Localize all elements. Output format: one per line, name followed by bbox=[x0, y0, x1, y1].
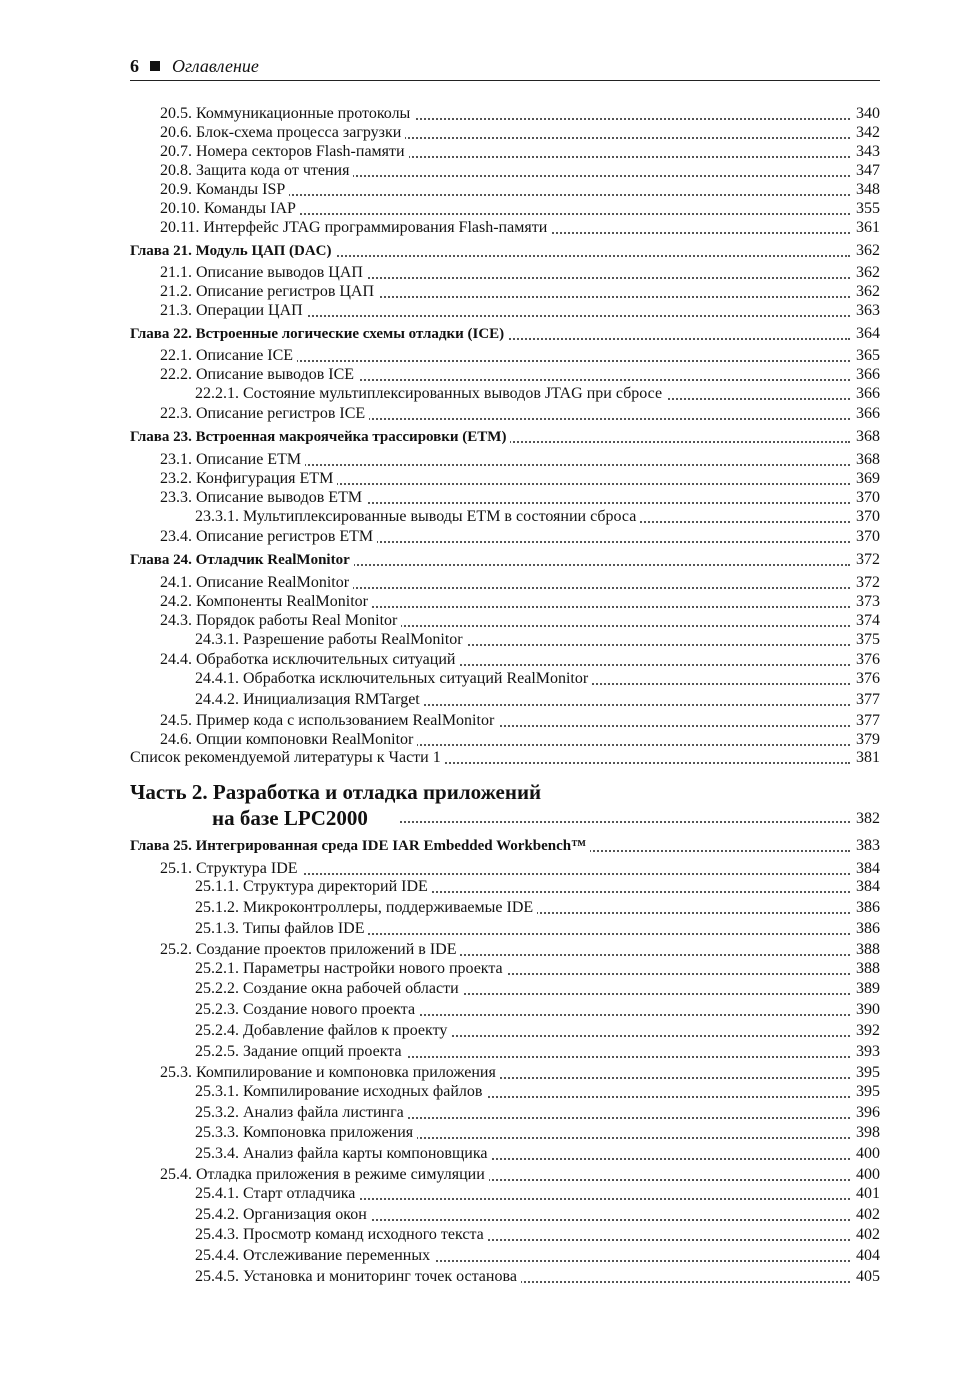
toc-entry-title: 25.3.3. Компоновка приложения bbox=[195, 1123, 417, 1143]
toc-entry-title: 25.2.5. Задание опций проекта bbox=[195, 1042, 406, 1062]
toc-page-number: 404 bbox=[852, 1246, 880, 1266]
toc-page-number: 379 bbox=[852, 730, 880, 750]
toc-entry-title: 20.8. Защита кода от чтения bbox=[160, 161, 353, 181]
toc-page-number: 340 bbox=[852, 104, 880, 124]
toc-chapter-entry bbox=[130, 324, 880, 344]
toc-entry-title: 25.1.1. Структура директорий IDE bbox=[195, 877, 432, 897]
toc-page-number: 366 bbox=[852, 365, 880, 385]
toc-chapter-entry bbox=[130, 241, 880, 261]
toc-page-number: 362 bbox=[852, 282, 880, 302]
toc-entry bbox=[130, 282, 880, 302]
toc-page-number: 370 bbox=[852, 488, 880, 508]
toc-page-number: 402 bbox=[852, 1205, 880, 1225]
toc-entry bbox=[130, 859, 880, 879]
toc-page-number: 402 bbox=[852, 1225, 880, 1245]
toc-entry bbox=[130, 748, 880, 768]
toc-entry-title: Глава 23. Встроенная макроячейка трассировки (ETM) bbox=[130, 427, 510, 447]
toc-page-number: 384 bbox=[852, 877, 880, 897]
toc-entry bbox=[130, 404, 880, 424]
toc-page-number: 381 bbox=[852, 748, 880, 768]
toc-page-number: 383 bbox=[852, 836, 880, 856]
page-number: 6 bbox=[130, 56, 139, 76]
toc-chapter-entry bbox=[130, 427, 880, 447]
toc-page-number: 368 bbox=[852, 450, 880, 470]
toc-entry-title: 25.4.3. Просмотр команд исходного текста bbox=[195, 1225, 488, 1245]
toc-page-number: 369 bbox=[852, 469, 880, 489]
toc-entry bbox=[130, 730, 880, 750]
toc-entry bbox=[130, 630, 880, 650]
toc-page-number: 373 bbox=[852, 592, 880, 612]
toc-entry-title: 25.4.2. Организация окон bbox=[195, 1205, 371, 1225]
toc-page-number: 384 bbox=[852, 859, 880, 879]
toc-page-number: 400 bbox=[852, 1144, 880, 1164]
toc-page-number: 392 bbox=[852, 1021, 880, 1041]
page-header bbox=[130, 52, 880, 81]
toc-entry bbox=[130, 104, 880, 124]
toc-entry bbox=[130, 123, 880, 143]
toc-entry bbox=[130, 1184, 880, 1204]
toc-entry bbox=[130, 142, 880, 162]
toc-entry-title: 25.4. Отладка приложения в режиме симуляции bbox=[160, 1165, 489, 1185]
toc-page-number: 376 bbox=[852, 669, 880, 689]
toc-entry bbox=[130, 488, 880, 508]
toc-page-number: 393 bbox=[852, 1042, 880, 1062]
toc-entry-title: 22.1. Описание ICE bbox=[160, 346, 297, 366]
toc-entry bbox=[130, 1063, 880, 1083]
toc-entry bbox=[130, 384, 880, 404]
toc-page-number: 386 bbox=[852, 898, 880, 918]
toc-page-number: 405 bbox=[852, 1267, 880, 1287]
toc-page-number: 374 bbox=[852, 611, 880, 631]
toc-entry bbox=[130, 507, 880, 527]
toc-entry bbox=[130, 940, 880, 960]
toc-entry-title: 25.2.4. Добавление файлов к проекту bbox=[195, 1021, 451, 1041]
toc-entry-title: 22.3. Описание регистров ICE bbox=[160, 404, 369, 424]
toc-entry-title: 25.4.4. Отслеживание переменных bbox=[195, 1246, 434, 1266]
toc-page-number: 400 bbox=[852, 1165, 880, 1185]
toc-entry-title: 25.1. Структура IDE bbox=[160, 859, 302, 879]
toc-page-number: 372 bbox=[852, 550, 880, 570]
toc-entry-title: 25.3.1. Компилирование исходных файлов bbox=[195, 1082, 486, 1102]
dot-leader bbox=[400, 821, 850, 823]
toc-entry-title: Список рекомендуемой литературы к Части 1 bbox=[130, 748, 445, 768]
toc-entry bbox=[130, 1123, 880, 1143]
toc-page-number: 362 bbox=[852, 263, 880, 283]
toc-page-number: 398 bbox=[852, 1123, 880, 1143]
toc-entry-title: 25.2.3. Создание нового проекта bbox=[195, 1000, 419, 1020]
toc-entry bbox=[130, 1021, 880, 1041]
toc-page-number: 388 bbox=[852, 959, 880, 979]
toc-page-number: 401 bbox=[852, 1184, 880, 1204]
toc-page-number: 361 bbox=[852, 218, 880, 238]
toc-entry-title: 21.3. Операции ЦАП bbox=[160, 301, 307, 321]
toc-entry bbox=[130, 959, 880, 979]
toc-page-number: 366 bbox=[852, 384, 880, 404]
toc-page-number: 376 bbox=[852, 650, 880, 670]
toc-entry-title: 25.3. Компилирование и компоновка приложения bbox=[160, 1063, 500, 1083]
toc-entry bbox=[130, 1103, 880, 1123]
toc-entry-title: 24.4.1. Обработка исключительных ситуаций RealMonitor bbox=[195, 669, 592, 689]
toc-entry-title: 22.2. Описание выводов ICE bbox=[160, 365, 358, 385]
toc-entry-title: 20.10. Команды IAP bbox=[160, 199, 300, 219]
toc-entry-title: 23.3.1. Мультиплексированные выводы ETM в состоянии сброса bbox=[195, 507, 640, 527]
toc-entry-title: 24.2. Компоненты RealMonitor bbox=[160, 592, 372, 612]
toc-entry-title: Глава 25. Интегрированная среда IDE IAR Embedded Workbench™ bbox=[130, 836, 590, 856]
toc-entry bbox=[130, 180, 880, 200]
toc-entry bbox=[130, 469, 880, 489]
toc-entry bbox=[130, 898, 880, 918]
toc-entry-title: 25.2. Создание проектов приложений в IDE bbox=[160, 940, 460, 960]
toc-entry-title: 24.3. Порядок работы Real Monitor bbox=[160, 611, 401, 631]
toc-entry bbox=[130, 690, 880, 710]
toc-page-number: 370 bbox=[852, 507, 880, 527]
toc-entry bbox=[130, 1205, 880, 1225]
toc-page-number: 362 bbox=[852, 241, 880, 261]
toc-entry bbox=[130, 1000, 880, 1020]
toc-entry bbox=[130, 573, 880, 593]
toc-entry bbox=[130, 346, 880, 366]
toc-entry bbox=[130, 979, 880, 999]
toc-entry-title: 20.6. Блок-схема процесса загрузки bbox=[160, 123, 405, 143]
toc-entry bbox=[130, 1267, 880, 1287]
toc-page-number: 388 bbox=[852, 940, 880, 960]
toc-entry bbox=[130, 301, 880, 321]
toc-entry-title: 23.2. Конфигурация ETM bbox=[160, 469, 337, 489]
part-page-number: 382 bbox=[852, 810, 880, 828]
running-title: Оглавление bbox=[172, 56, 259, 76]
toc-page-number: 390 bbox=[852, 1000, 880, 1020]
toc-entry bbox=[130, 877, 880, 897]
toc-entry bbox=[130, 365, 880, 385]
toc-entry bbox=[130, 263, 880, 283]
toc-chapter-entry bbox=[130, 550, 880, 570]
toc-entry bbox=[130, 527, 880, 547]
toc-entry-title: 25.1.3. Типы файлов IDE bbox=[195, 919, 368, 939]
toc-entry-title: 23.3. Описание выводов ETM bbox=[160, 488, 366, 508]
toc-chapter-entry bbox=[130, 836, 880, 856]
toc-entry-title: 24.3.1. Разрешение работы RealMonitor bbox=[195, 630, 467, 650]
toc-entry-title: 20.5. Коммуникационные протоколы bbox=[160, 104, 414, 124]
toc-page-number: 395 bbox=[852, 1082, 880, 1102]
toc-page-number: 395 bbox=[852, 1063, 880, 1083]
toc-entry bbox=[130, 919, 880, 939]
toc-entry-title: 24.6. Опции компоновки RealMonitor bbox=[160, 730, 417, 750]
toc-entry-title: 20.9. Команды ISP bbox=[160, 180, 289, 200]
toc-entry-title: 25.3.2. Анализ файла листинга bbox=[195, 1103, 408, 1123]
toc-entry bbox=[130, 450, 880, 470]
toc-entry-title: Глава 22. Встроенные логические схемы отладки (ICE) bbox=[130, 324, 508, 344]
toc-page-number: 348 bbox=[852, 180, 880, 200]
toc-page-number: 370 bbox=[852, 527, 880, 547]
toc-entry-title: 24.4. Обработка исключительных ситуаций bbox=[160, 650, 459, 670]
toc-page-number: 355 bbox=[852, 199, 880, 219]
toc-entry-title: 25.2.2. Создание окна рабочей области bbox=[195, 979, 463, 999]
toc-page-number: 396 bbox=[852, 1103, 880, 1123]
toc-entry bbox=[130, 1246, 880, 1266]
toc-page-number: 366 bbox=[852, 404, 880, 424]
toc-entry-title: 21.2. Описание регистров ЦАП bbox=[160, 282, 378, 302]
toc-page-number: 363 bbox=[852, 301, 880, 321]
toc-entry bbox=[130, 1082, 880, 1102]
toc-page-number: 386 bbox=[852, 919, 880, 939]
toc-entry-title: 25.2.1. Параметры настройки нового проекта bbox=[195, 959, 507, 979]
toc-entry bbox=[130, 218, 880, 238]
toc-entry bbox=[130, 669, 880, 689]
toc-page-number: 364 bbox=[852, 324, 880, 344]
toc-entry bbox=[130, 711, 880, 731]
toc-entry bbox=[130, 1165, 880, 1185]
toc-entry-title: 24.5. Пример кода с использованием RealMonitor bbox=[160, 711, 498, 731]
toc-entry bbox=[130, 161, 880, 181]
toc-page-number: 375 bbox=[852, 630, 880, 650]
toc-entry-title: Глава 24. Отладчик RealMonitor bbox=[130, 550, 354, 570]
square-bullet-icon bbox=[150, 61, 160, 71]
toc-entry bbox=[130, 650, 880, 670]
toc-entry-title: 25.4.5. Установка и мониторинг точек останова bbox=[195, 1267, 521, 1287]
toc-page-number: 372 bbox=[852, 573, 880, 593]
toc-entry bbox=[130, 199, 880, 219]
toc-entry-title: 20.11. Интерфейс JTAG программирования Flash-памяти bbox=[160, 218, 551, 238]
toc-page-number: 343 bbox=[852, 142, 880, 162]
toc-entry-title: 24.4.2. Инициализация RMTarget bbox=[195, 690, 424, 710]
toc-page-number: 365 bbox=[852, 346, 880, 366]
part-heading-line1: Часть 2. Разработка и отладка приложений bbox=[130, 780, 542, 804]
toc-page-number: 377 bbox=[852, 711, 880, 731]
toc-entry-title: 25.4.1. Старт отладчика bbox=[195, 1184, 359, 1204]
toc-page-number: 377 bbox=[852, 690, 880, 710]
toc-entry-title: 20.7. Номера секторов Flash-памяти bbox=[160, 142, 409, 162]
toc-page-number: 342 bbox=[852, 123, 880, 143]
toc-entry-title: 22.2.1. Состояние мультиплексированных выводов JTAG при сбросе bbox=[195, 384, 666, 404]
toc-page-number: 389 bbox=[852, 979, 880, 999]
toc-entry bbox=[130, 1042, 880, 1062]
part-heading-row bbox=[130, 806, 880, 832]
toc-entry-title: 23.4. Описание регистров ETM bbox=[160, 527, 377, 547]
toc-entry bbox=[130, 1225, 880, 1245]
toc-entry-title: Глава 21. Модуль ЦАП (DAC) bbox=[130, 241, 336, 261]
toc-entry bbox=[130, 592, 880, 612]
toc-entry-title: 24.1. Описание RealMonitor bbox=[160, 573, 353, 593]
toc-page-number: 347 bbox=[852, 161, 880, 181]
toc-entry-title: 23.1. Описание ETM bbox=[160, 450, 305, 470]
toc-entry bbox=[130, 1144, 880, 1164]
toc-entry bbox=[130, 611, 880, 631]
toc-entry-title: 25.3.4. Анализ файла карты компоновщика bbox=[195, 1144, 491, 1164]
toc-entry-title: 25.1.2. Микроконтроллеры, поддерживаемые IDE bbox=[195, 898, 537, 918]
toc-page-number: 368 bbox=[852, 427, 880, 447]
toc-entry-title: 21.1. Описание выводов ЦАП bbox=[160, 263, 367, 283]
part-heading-line2: на базе LPC2000 bbox=[212, 806, 372, 831]
